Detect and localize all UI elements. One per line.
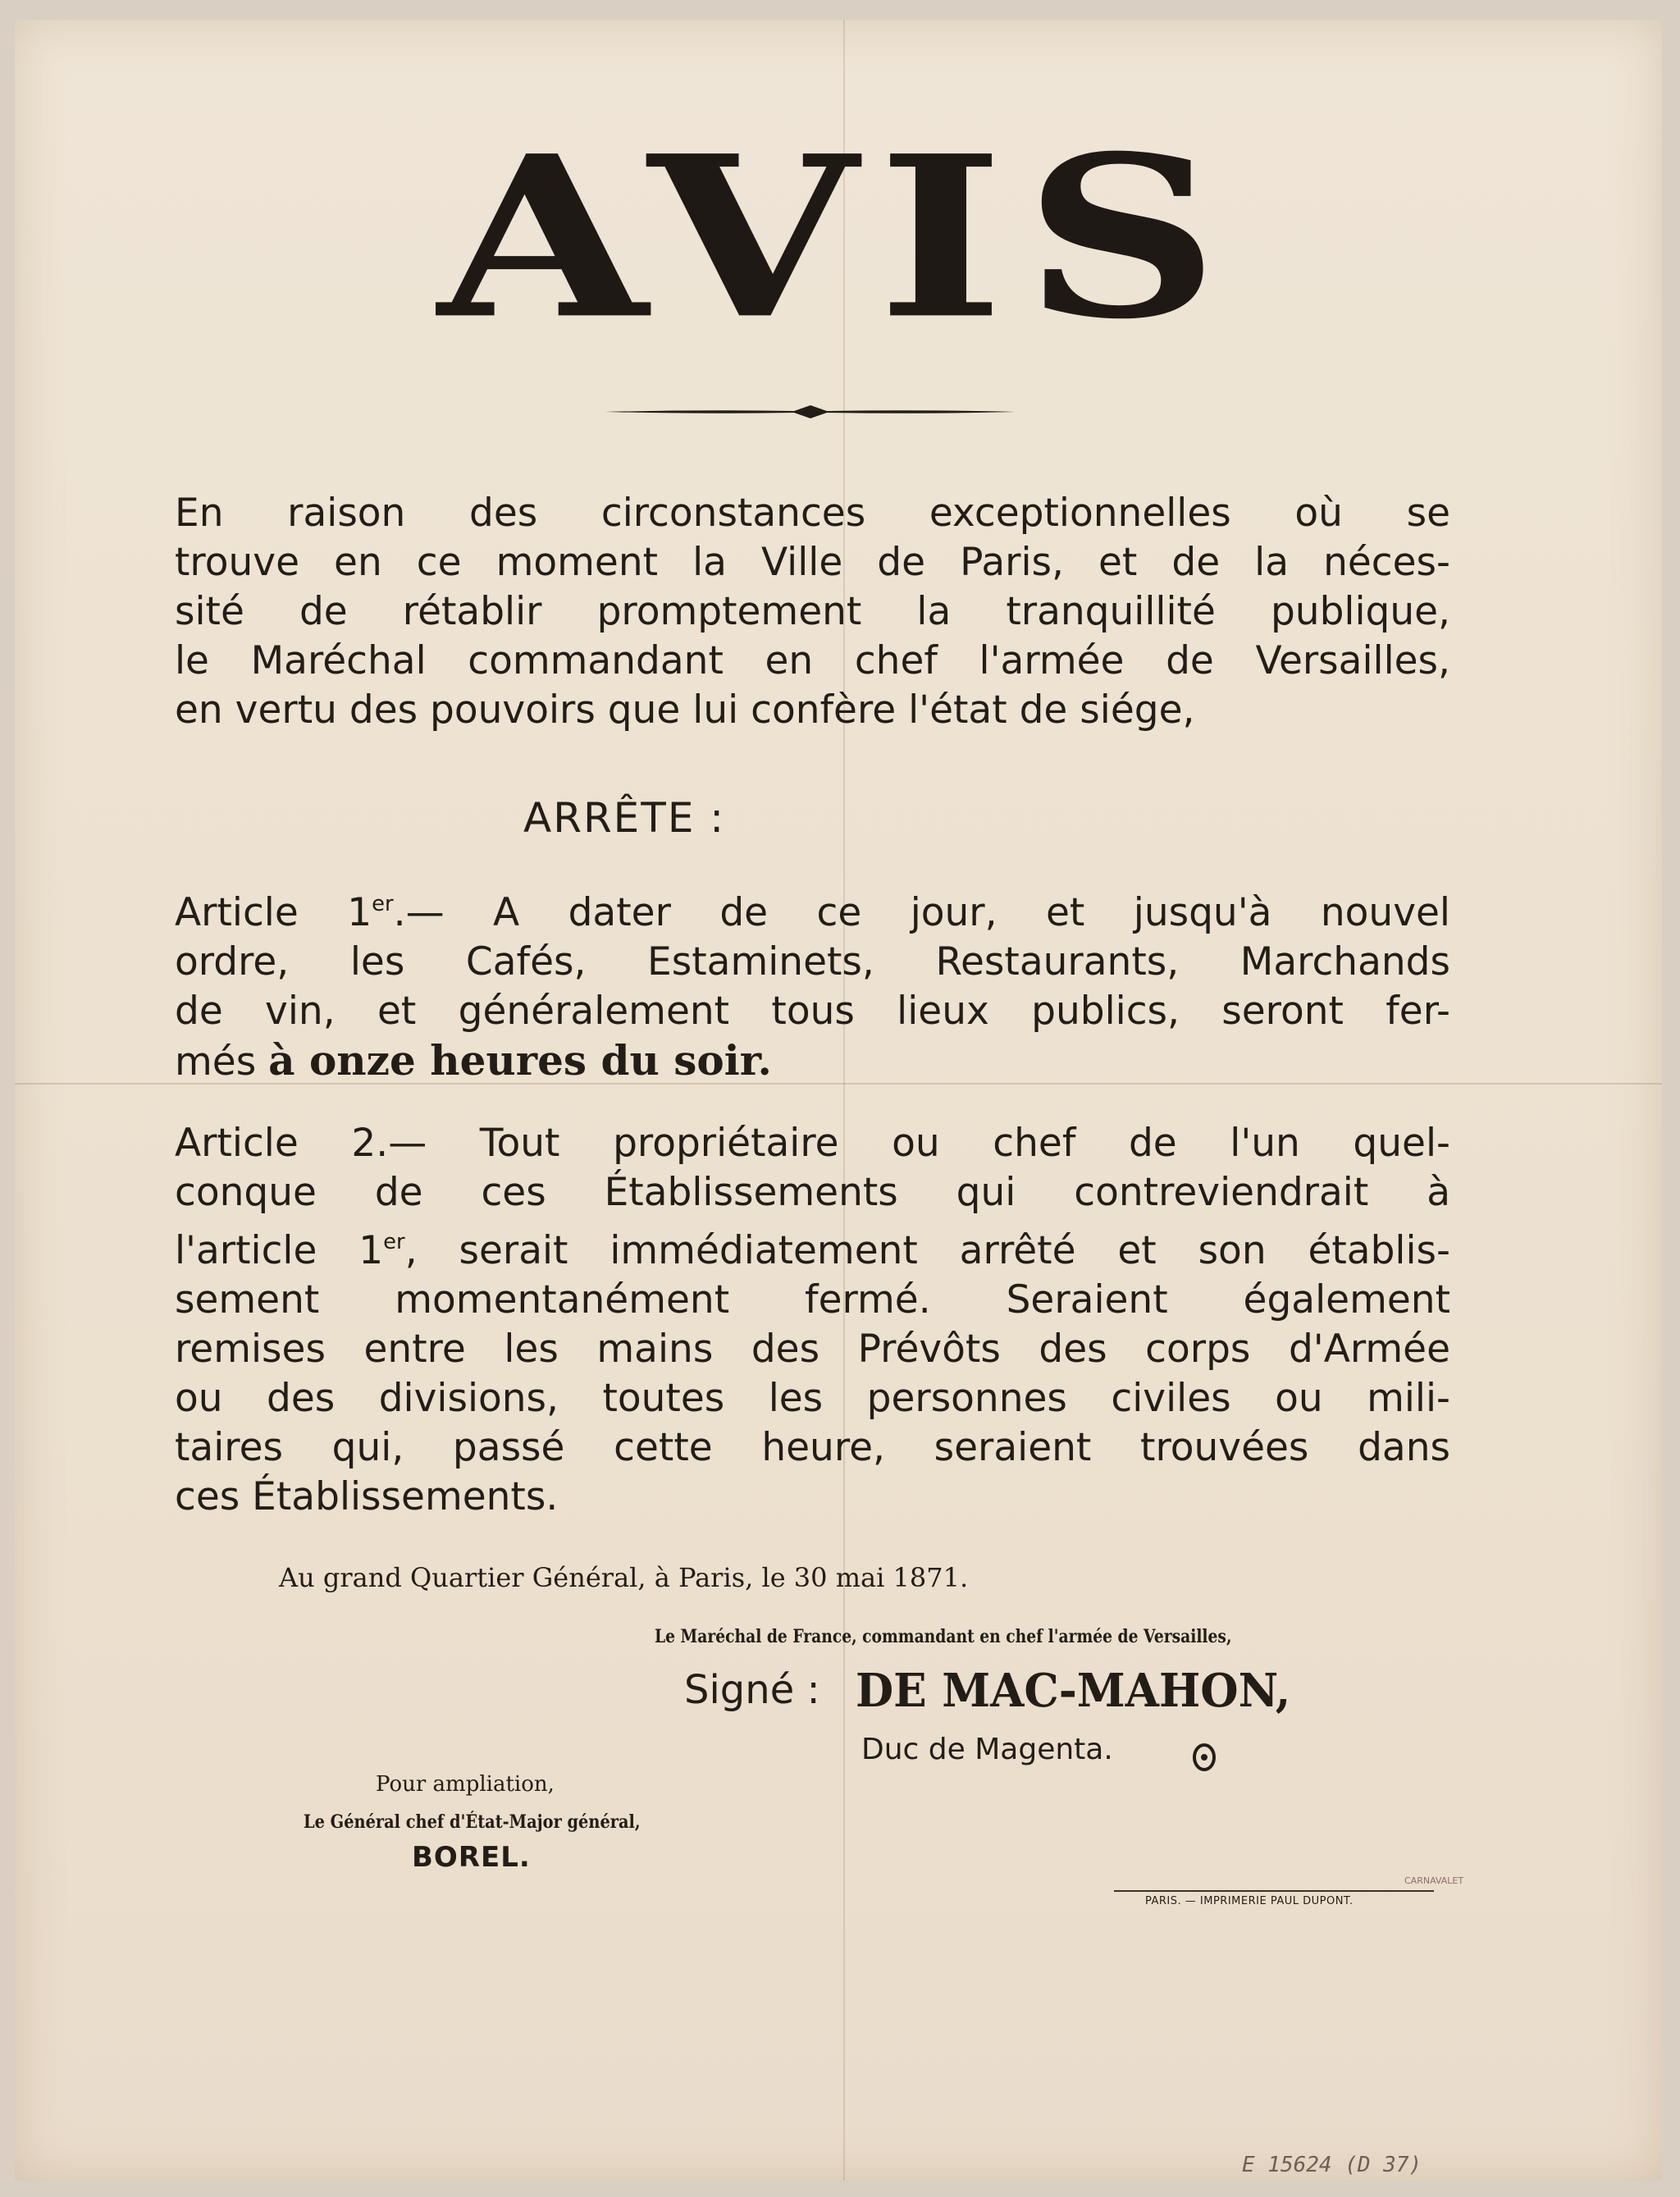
museum-stamp: CARNAVALET xyxy=(1404,1875,1464,1886)
signatory-name: DE MAC-MAHON, xyxy=(856,1664,1291,1718)
intro-line: En raison des circonstances exceptionnelles où se xyxy=(175,491,1450,536)
place-date: Au grand Quartier Général, à Paris, le 30 mai 1871. xyxy=(279,1562,969,1593)
poster-title: AVIS xyxy=(437,107,1239,368)
ampliation-label: Pour ampliation, xyxy=(376,1772,555,1797)
intro-line: le Maréchal commandant en chef l'armée de Versailles, xyxy=(175,638,1450,683)
intro-line: en vertu des pouvoirs que lui confère l'état de siége, xyxy=(175,687,1195,733)
article-1-line: de vin, et généralement tous lieux publics, seront fer- xyxy=(175,989,1450,1035)
article-2-line: ces Établissements. xyxy=(175,1474,559,1520)
inventory-number: E 15624 (D 37) xyxy=(1242,2153,1422,2177)
article-2-text: , serait immédiatement arrêté et son établis- xyxy=(404,1228,1450,1274)
article-1-label: Article 1 xyxy=(175,890,372,936)
article-1-text: .— A dater de ce jour, et jusqu'à nouvel xyxy=(393,890,1450,936)
article-2-line: Article 2.— Tout propriétaire ou chef de l'un quel- xyxy=(175,1121,1450,1166)
signe-label: Signé : xyxy=(684,1667,820,1713)
article-2-sup: er xyxy=(383,1230,405,1254)
intro-line: trouve en ce moment la Ville de Paris, et de la néces- xyxy=(175,540,1450,585)
article-2 xyxy=(175,1119,1450,1522)
article-1-text: més xyxy=(175,1039,257,1085)
printer-rule xyxy=(1114,1890,1434,1892)
article-2-line: conque de ces Établissements qui contreviendrait à xyxy=(175,1170,1450,1215)
article-2-line xyxy=(175,1217,1450,1276)
ornament-rule xyxy=(605,402,1016,422)
arrete-heading: ARRÊTE : xyxy=(523,794,726,842)
article-2-line: remises entre les mains des Prévôts des corps d'Armée xyxy=(175,1327,1450,1373)
article-2-line: taires qui, passé cette heure, seraient trouvées dans xyxy=(175,1425,1450,1471)
article-1-line xyxy=(175,879,1450,938)
printer-imprint: PARIS. — IMPRIMERIE PAUL DUPONT. xyxy=(1145,1895,1354,1907)
article-2-text: l'article 1 xyxy=(175,1228,384,1274)
article-1-sup: er xyxy=(372,892,394,916)
intro-paragraph xyxy=(175,489,1450,735)
chief-of-staff-title: Le Général chef d'État-Major général, xyxy=(304,1811,641,1833)
poster xyxy=(15,20,1662,2181)
chief-of-staff-name: BOREL. xyxy=(412,1841,531,1874)
closing-hour: à onze heures du soir. xyxy=(268,1036,772,1085)
intro-line: sité de rétablir promptement la tranquillité publique, xyxy=(175,589,1450,634)
seal-mark-icon xyxy=(1189,1741,1219,1774)
article-1 xyxy=(175,879,1450,1087)
marshal-title: Le Maréchal de France, commandant en chef l'armée de Versailles, xyxy=(655,1626,1232,1647)
duke-title: Duc de Magenta. xyxy=(861,1733,1113,1766)
article-1-line xyxy=(175,1036,1450,1087)
article-2-line: ou des divisions, toutes les personnes civiles ou mili- xyxy=(175,1376,1450,1422)
article-1-line: ordre, les Cafés, Estaminets, Restaurants, Marchands xyxy=(175,939,1450,985)
article-2-line: sement momentanément fermé. Seraient également xyxy=(175,1277,1450,1323)
